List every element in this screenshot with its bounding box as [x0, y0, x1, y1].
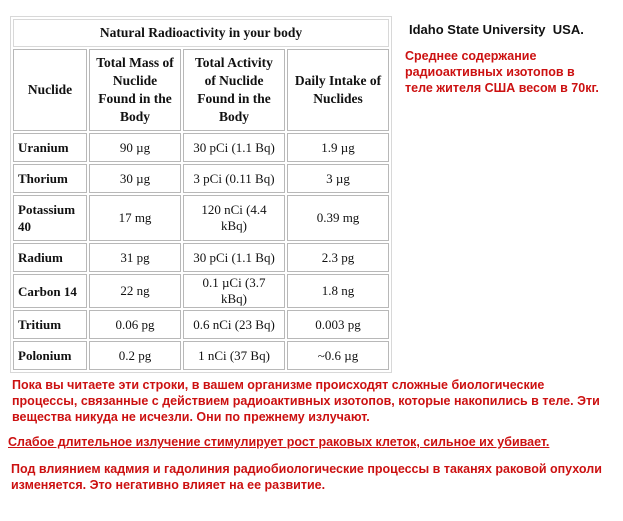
intake-cell: ~0.6 µg: [287, 341, 389, 370]
table-row: [13, 274, 389, 308]
intake-cell: 1.8 ng: [287, 274, 389, 308]
mass-cell: 31 pg: [89, 243, 181, 272]
paragraph-weak-radiation: Слабое длительное излучение стимулирует рост раковых клеток, сильное их убивает.: [8, 435, 550, 449]
activity-cell: 1 nCi (37 Bq): [183, 341, 285, 370]
nuclide-cell: Carbon 14: [13, 274, 87, 308]
intake-cell: 3 µg: [287, 164, 389, 193]
nuclide-cell: Thorium: [13, 164, 87, 193]
table-header-row: [13, 49, 389, 131]
mass-cell: 30 µg: [89, 164, 181, 193]
intake-cell: 0.39 mg: [287, 195, 389, 241]
nuclide-cell: Tritium: [13, 310, 87, 339]
column-header-total-activity: Total Activity of Nuclide Found in the Body: [183, 49, 285, 131]
paragraph-reading-processes: Пока вы читаете эти строки, в вашем организме происходят сложные биологические процессы, связанные с действием радиоактивных изотопов, которые накопились в теле. Эти вещества никуда не исчезли. Они по прежнему излучают.: [12, 378, 600, 424]
nuclide-cell: Polonium: [13, 341, 87, 370]
table-row: [13, 310, 389, 339]
intake-cell: 1.9 µg: [287, 133, 389, 162]
mass-cell: 0.06 pg: [89, 310, 181, 339]
intake-cell: 2.3 pg: [287, 243, 389, 272]
activity-cell: 0.6 nCi (23 Bq): [183, 310, 285, 339]
table-row: [13, 195, 389, 241]
table-row: [13, 133, 389, 162]
intake-cell: 0.003 pg: [287, 310, 389, 339]
mass-cell: 22 ng: [89, 274, 181, 308]
source-label: Idaho State University USA.: [409, 22, 584, 37]
activity-cell: 0.1 µCi (3.7 kBq): [183, 274, 285, 308]
mass-cell: 0.2 pg: [89, 341, 181, 370]
activity-cell: 3 pCi (0.11 Bq): [183, 164, 285, 193]
table-title-row: [13, 19, 389, 47]
mass-cell: 17 mg: [89, 195, 181, 241]
activity-cell: 30 pCi (1.1 Bq): [183, 133, 285, 162]
table-row: [13, 164, 389, 193]
side-note: Среднее содержание радиоактивных изотопов в теле жителя США весом в 70кг.: [405, 49, 599, 95]
column-header-daily-intake: Daily Intake of Nuclides: [287, 49, 389, 131]
nuclide-cell: Uranium: [13, 133, 87, 162]
activity-cell: 30 pCi (1.1 Bq): [183, 243, 285, 272]
mass-cell: 90 µg: [89, 133, 181, 162]
table-row: [13, 341, 389, 370]
nuclide-cell: Radium: [13, 243, 87, 272]
activity-cell: 120 nCi (4.4 kBq): [183, 195, 285, 241]
radioactivity-table: [10, 16, 392, 373]
table-row: [13, 243, 389, 272]
column-header-total-mass: Total Mass of Nuclide Found in the Body: [89, 49, 181, 131]
table-title: Natural Radioactivity in your body: [13, 19, 389, 47]
column-header-nuclide: Nuclide: [13, 49, 87, 131]
paragraph-cadmium-gadolinium: Под влиянием кадмия и гадолиния радиобиологические процессы в таканях раковой опухоли изменяется. Это негативно влияет на ее развитие.: [11, 462, 602, 492]
nuclide-cell: Potassium 40: [13, 195, 87, 241]
